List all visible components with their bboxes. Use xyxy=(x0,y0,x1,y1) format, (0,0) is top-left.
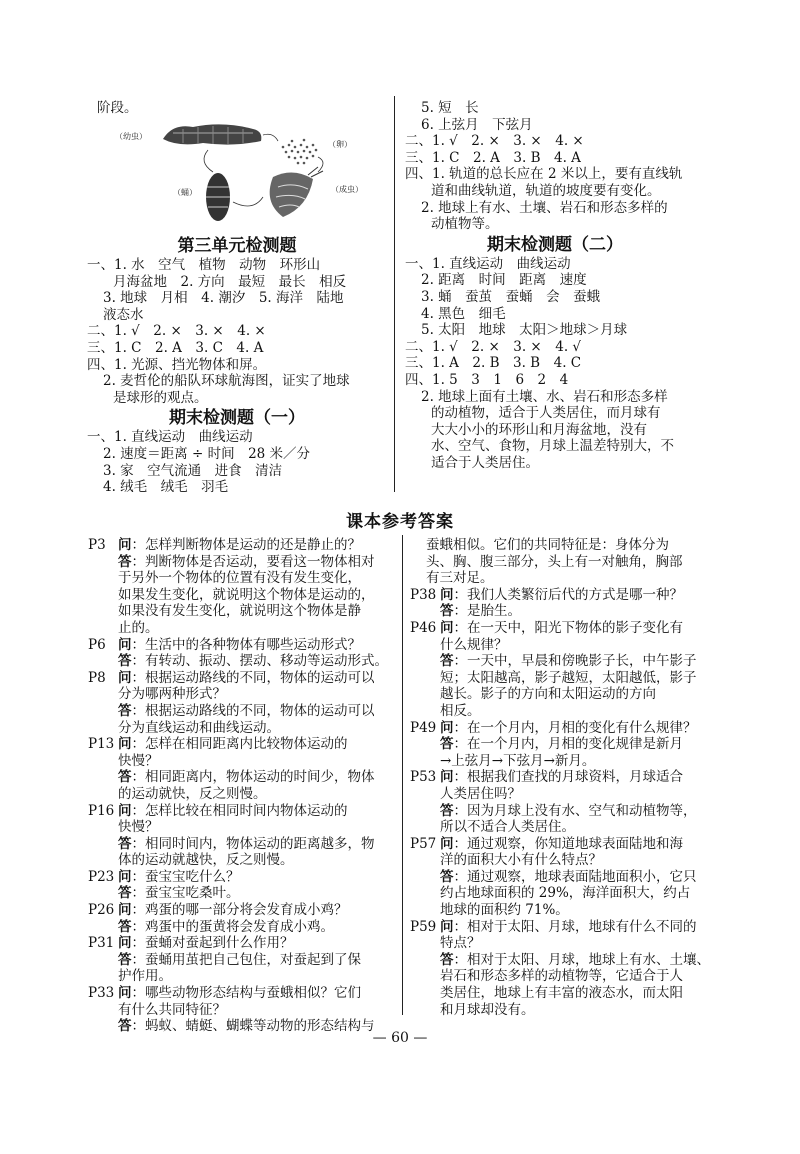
qa-item xyxy=(88,902,398,935)
question-text: ：怎样在相同距离内比较物体运动的 xyxy=(131,736,348,753)
answer-text: 相反。 xyxy=(440,702,481,719)
final1-line: 一、1. 直线运动 曲线运动 xyxy=(87,429,253,446)
question-text: ：哪些动物形态结构与蚕蛾相似？它们 xyxy=(131,985,361,1002)
answer-line xyxy=(88,769,398,786)
answer-text: 止的。 xyxy=(118,619,159,636)
textbook-right-column xyxy=(410,537,720,1018)
question-line xyxy=(88,869,398,886)
textbook-left-column xyxy=(88,537,398,1035)
answer-line xyxy=(88,952,398,969)
answer-text: 于另外一个物体的位置有没有发生变化， xyxy=(118,570,361,587)
qa-item xyxy=(410,587,720,620)
egg-cluster-drawing xyxy=(282,139,318,165)
final2-line: 适合于人类居住。 xyxy=(431,454,539,471)
answer-tag: 答 xyxy=(440,951,454,968)
answer-tag: 答 xyxy=(118,769,132,786)
answer-text: ：相同时间内，物体运动的距离越多，物 xyxy=(131,835,375,852)
question-tag: 问 xyxy=(118,868,132,885)
page-ref: P46 xyxy=(410,619,437,636)
question-line xyxy=(88,736,398,753)
continuation-line: 头、胸、腹三部分，头上有一对触角，胸部 xyxy=(426,553,683,570)
final2-line: 5. 太阳 地球 太阳＞地球＞月球 xyxy=(421,322,628,339)
unit3-line: 一、1. 水 空气 植物 动物 环形山 xyxy=(87,257,321,273)
answer-line xyxy=(410,653,720,670)
qa-item xyxy=(410,620,720,720)
answer-line xyxy=(88,653,398,670)
page-ref: P26 xyxy=(88,902,115,919)
question-tag: 问 xyxy=(118,537,132,553)
answer-text: 的运动就快，反之则慢。 xyxy=(118,785,267,802)
answer-text: ：一天中，早晨和傍晚影子长，中午影子 xyxy=(453,653,697,670)
qa-item xyxy=(88,935,398,985)
question-text: ：根据我们查找的月球资料，月球适合 xyxy=(453,769,683,786)
page-ref: P33 xyxy=(88,985,115,1002)
answer-text: ：有转动、振动、摆动、移动等运动形式。 xyxy=(131,653,388,670)
answer-line xyxy=(88,703,398,720)
answer-text: ：蚕宝宝吃桑叶。 xyxy=(131,885,240,902)
question-tag: 问 xyxy=(118,736,132,753)
qa-item xyxy=(88,537,398,637)
question-text: ：蚕宝宝吃什么？ xyxy=(131,868,240,885)
question-tag: 问 xyxy=(118,636,132,653)
page-ref: P57 xyxy=(410,835,437,852)
question-tag: 问 xyxy=(440,719,454,736)
question-tag: 问 xyxy=(440,769,454,786)
answer-text: ：相对于太阳、月球，地球上有水、土壤、 xyxy=(453,951,710,968)
bottom-column-divider xyxy=(402,535,403,1015)
page-ref: P8 xyxy=(88,669,106,686)
page-ref: P59 xyxy=(410,918,437,935)
answer-text: 岩石和形态多样的动植物等，它适合于人 xyxy=(440,968,683,985)
question-text: ：在一个月内，月相的变化有什么规律？ xyxy=(453,719,697,736)
question-line xyxy=(88,985,398,1002)
question-tag: 问 xyxy=(440,586,454,603)
page-number: — 60 — xyxy=(372,1030,428,1046)
question-text: ：蚕蛹对蚕起到什么作用？ xyxy=(131,935,294,952)
question-text: 洋的面积大小有什么特点？ xyxy=(440,852,602,869)
answer-line xyxy=(410,803,720,820)
answer-text: ：是胎生。 xyxy=(453,603,521,620)
question-text: 什么规律？ xyxy=(440,636,508,653)
answer-text: ：根据运动路线的不同，物体的运动可以 xyxy=(131,702,375,719)
final1-line: 4. 绒毛 绒毛 羽毛 xyxy=(103,479,229,496)
final1-line: 2. 速度＝距离 ÷ 时间 28 米／分 xyxy=(103,445,311,462)
final1-title: 期末检测题（一） xyxy=(169,408,305,429)
answer-line xyxy=(88,885,398,902)
answer-text: ：在一个月内，月相的变化规律是新月 xyxy=(453,736,683,753)
final2-line: 三、1. A 2. B 3. B 4. C xyxy=(405,355,582,372)
answer-text: 分为直线运动和曲线运动。 xyxy=(118,719,280,736)
answer-text: 如果发生变化，就说明这个物体是运动的， xyxy=(118,586,375,603)
question-line xyxy=(410,919,720,936)
pupa-drawing xyxy=(206,173,230,221)
right-line: 二、1. √ 2. × 3. × 4. × xyxy=(405,133,584,150)
question-text: ：我们人类繁衍后代的方式是哪一种？ xyxy=(453,586,683,603)
answer-tag: 答 xyxy=(118,951,132,968)
answer-text: ：相同距离内，物体运动的时间少，物体 xyxy=(131,769,375,786)
question-line xyxy=(88,670,398,687)
answer-text: 约占地球面积的 29%，海洋面积大，约占 xyxy=(440,885,691,902)
final1-line: 3. 家 空气流通 进食 清洁 xyxy=(103,462,283,479)
answer-text: 如果没有发生变化，就说明这个物体是静 xyxy=(118,603,361,620)
qa-item xyxy=(88,736,398,802)
final2-line: 的动植物，适合于人类居住，而月球有 xyxy=(431,405,661,422)
question-line xyxy=(88,935,398,952)
question-text: ：生活中的各种物体有哪些运动形式？ xyxy=(131,636,361,653)
question-text: 特点？ xyxy=(440,935,481,952)
final2-title: 期末检测题（二） xyxy=(487,234,623,255)
qa-item xyxy=(88,869,398,902)
silkworm-lifecycle-figure xyxy=(113,117,378,232)
answer-line xyxy=(88,919,398,936)
right-line: 2. 地球上有水、土壤、岩石和形态多样的 xyxy=(421,199,668,216)
stage-line: 阶段。 xyxy=(97,100,138,116)
unit3-section xyxy=(87,234,387,496)
figure-label-larva: （幼虫） xyxy=(115,132,147,141)
final2-line: 四、1. 5 3 1 6 2 4 xyxy=(405,371,569,388)
page-ref: P3 xyxy=(88,537,106,553)
unit3-line: 四、1. 光源、挡光物体和屏。 xyxy=(87,356,267,373)
answer-text: ：鸡蛋中的蛋黄将会发育成小鸡。 xyxy=(131,918,334,935)
adult-moth-drawing xyxy=(270,167,323,217)
question-line xyxy=(88,637,398,654)
final2-line: 大大小小的环形山和月海盆地，没有 xyxy=(431,421,647,438)
answer-text: ：通过观察，地球表面陆地面积小，它只 xyxy=(453,868,697,885)
continuation-line: 蚕蛾相似。它们的共同特征是：身体分为 xyxy=(426,537,669,553)
final2-line: 3. 蛹 蚕茧 蚕蛹 会 蚕蛾 xyxy=(421,288,601,305)
unit3-line: 液态水 xyxy=(103,306,144,323)
answer-tag: 答 xyxy=(118,1018,132,1035)
page-ref: P6 xyxy=(88,636,106,653)
question-tag: 问 xyxy=(118,985,132,1002)
question-tag: 问 xyxy=(440,619,454,636)
question-line xyxy=(410,836,720,853)
answer-line xyxy=(410,869,720,886)
question-text: ：鸡蛋的哪一部分将会发育成小鸡？ xyxy=(131,902,348,919)
answer-tag: 答 xyxy=(118,553,132,570)
unit3-line: 月海盆地 2. 方向 最短 最长 相反 xyxy=(113,273,347,290)
answer-line xyxy=(410,952,720,969)
answer-text: ：蚕蛹用茧把自己包住，对蚕起到了保 xyxy=(131,951,361,968)
unit3-line: 3. 地球 月相 4. 潮汐 5. 海洋 陆地 xyxy=(103,290,344,307)
answer-text: →上弦月→下弦月→新月。 xyxy=(440,752,596,769)
answer-text: ：判断物体是否运动，要看这一物体相对 xyxy=(131,553,375,570)
answer-text: ：蚂蚁、蜻蜓、蝴蝶等动物的形态结构与 xyxy=(131,1018,375,1035)
answer-line xyxy=(410,736,720,753)
question-text: 分为哪两种形式？ xyxy=(118,686,226,703)
answer-text: ：因为月球上没有水、空气和动植物等， xyxy=(453,802,697,819)
qa-item xyxy=(410,919,720,1019)
answer-tag: 答 xyxy=(440,653,454,670)
unit3-title: 第三单元检测题 xyxy=(177,236,297,256)
question-tag: 问 xyxy=(118,935,132,952)
qa-item xyxy=(88,985,398,1035)
question-tag: 问 xyxy=(118,802,132,819)
question-line xyxy=(88,803,398,820)
page-ref: P31 xyxy=(88,935,115,952)
answer-tag: 答 xyxy=(440,603,454,620)
figure-label-adult: （成虫） xyxy=(331,185,363,194)
question-text: ：在一天中，阳光下物体的影子变化有 xyxy=(453,619,683,636)
answer-text: 越长。影子的方向和太阳运动的方向 xyxy=(440,686,656,703)
question-line xyxy=(410,720,720,737)
right-top-column xyxy=(405,100,705,471)
answer-text: 护作用。 xyxy=(118,968,172,985)
qa-item xyxy=(88,803,398,869)
figure-label-pupa: （蛹） xyxy=(173,188,197,197)
right-line: 三、1. C 2. A 3. B 4. A xyxy=(405,149,581,166)
larva-drawing xyxy=(163,124,261,144)
qa-item xyxy=(410,720,720,770)
answer-text: 所以不适合人类居住。 xyxy=(440,819,575,836)
question-line xyxy=(410,620,720,637)
final2-line: 2. 地球上面有土壤、水、岩石和形态多样 xyxy=(421,388,668,405)
answer-tag: 答 xyxy=(440,868,454,885)
qa-item xyxy=(88,637,398,670)
page-ref: P53 xyxy=(410,769,437,786)
question-text: ：怎样比较在相同时间内物体运动的 xyxy=(131,802,348,819)
right-line: 6. 上弦月 下弦月 xyxy=(421,116,533,133)
question-tag: 问 xyxy=(118,902,132,919)
question-line xyxy=(88,902,398,919)
continuation-line: 有三对足。 xyxy=(426,570,494,587)
answer-line xyxy=(88,836,398,853)
qa-item xyxy=(410,769,720,835)
answer-tag: 答 xyxy=(118,653,132,670)
qa-item xyxy=(410,836,720,919)
right-line: 道和曲线轨道，轨道的坡度要有变化。 xyxy=(431,182,661,199)
textbook-answers-title: 课本参考答案 xyxy=(346,512,454,532)
answer-tag: 答 xyxy=(440,736,454,753)
answer-text: 短；太阳越高，影子越短，太阳越低，影子 xyxy=(440,669,697,686)
question-line xyxy=(410,587,720,604)
question-line xyxy=(410,769,720,786)
top-column-divider xyxy=(394,96,395,492)
qa-item xyxy=(88,670,398,736)
final2-line: 一、1. 直线运动 曲线运动 xyxy=(405,255,571,272)
right-line: 5. 短 长 xyxy=(421,100,479,116)
question-text: ：怎样判断物体是运动的还是静止的？ xyxy=(131,537,361,553)
question-line xyxy=(88,537,398,554)
final2-line: 水、空气、食物，月球上温差特别大，不 xyxy=(431,438,674,455)
unit3-line: 是球形的观点。 xyxy=(113,389,208,406)
final2-line: 2. 距离 时间 距离 速度 xyxy=(421,272,587,289)
answer-tag: 答 xyxy=(440,802,454,819)
figure-label-egg: （卵） xyxy=(328,140,352,149)
final2-line: 二、1. √ 2. × 3. × 4. √ xyxy=(405,338,582,355)
question-text: ：通过观察，你知道地球表面陆地和海 xyxy=(453,835,683,852)
question-tag: 问 xyxy=(440,835,454,852)
question-text: 有什么共同特征？ xyxy=(118,1001,226,1018)
right-line: 四、1. 轨道的总长应在 2 米以上，要有直线轨 xyxy=(405,166,683,183)
question-tag: 问 xyxy=(118,669,132,686)
answer-tag: 答 xyxy=(118,918,132,935)
answer-tag: 答 xyxy=(118,702,132,719)
question-text: 人类居住吗？ xyxy=(440,785,521,802)
page-ref: P16 xyxy=(88,802,115,819)
left-top-column xyxy=(87,100,387,117)
page-ref: P49 xyxy=(410,719,437,736)
page-ref: P13 xyxy=(88,736,115,753)
unit3-line: 三、1. C 2. A 3. C 4. A xyxy=(87,339,264,356)
answer-line xyxy=(88,554,398,571)
right-line: 动植物等。 xyxy=(431,216,499,233)
answer-text: 地球的面积约 71%。 xyxy=(440,902,569,919)
unit3-line: 2. 麦哲伦的船队环球航海图，证实了地球 xyxy=(103,373,350,390)
final2-line: 4. 黑色 细毛 xyxy=(421,305,506,322)
question-tag: 问 xyxy=(440,918,454,935)
answer-text: 体的运动就越快，反之则慢。 xyxy=(118,852,294,869)
page-ref: P38 xyxy=(410,586,437,603)
answer-tag: 答 xyxy=(118,835,132,852)
question-text: ：相对于太阳、月球，地球有什么不同的 xyxy=(453,918,697,935)
page-ref: P23 xyxy=(88,868,115,885)
answer-text: 类居住，地球上有丰富的液态水，而太阳 xyxy=(440,985,683,1002)
answer-line xyxy=(410,603,720,620)
question-text: 快慢？ xyxy=(118,752,159,769)
question-text: 快慢？ xyxy=(118,819,159,836)
unit3-line: 二、1. √ 2. × 3. × 4. × xyxy=(87,323,266,340)
answer-tag: 答 xyxy=(118,885,132,902)
question-text: ：根据运动路线的不同，物体的运动可以 xyxy=(131,669,375,686)
answer-text: 和月球却没有。 xyxy=(440,1001,535,1018)
